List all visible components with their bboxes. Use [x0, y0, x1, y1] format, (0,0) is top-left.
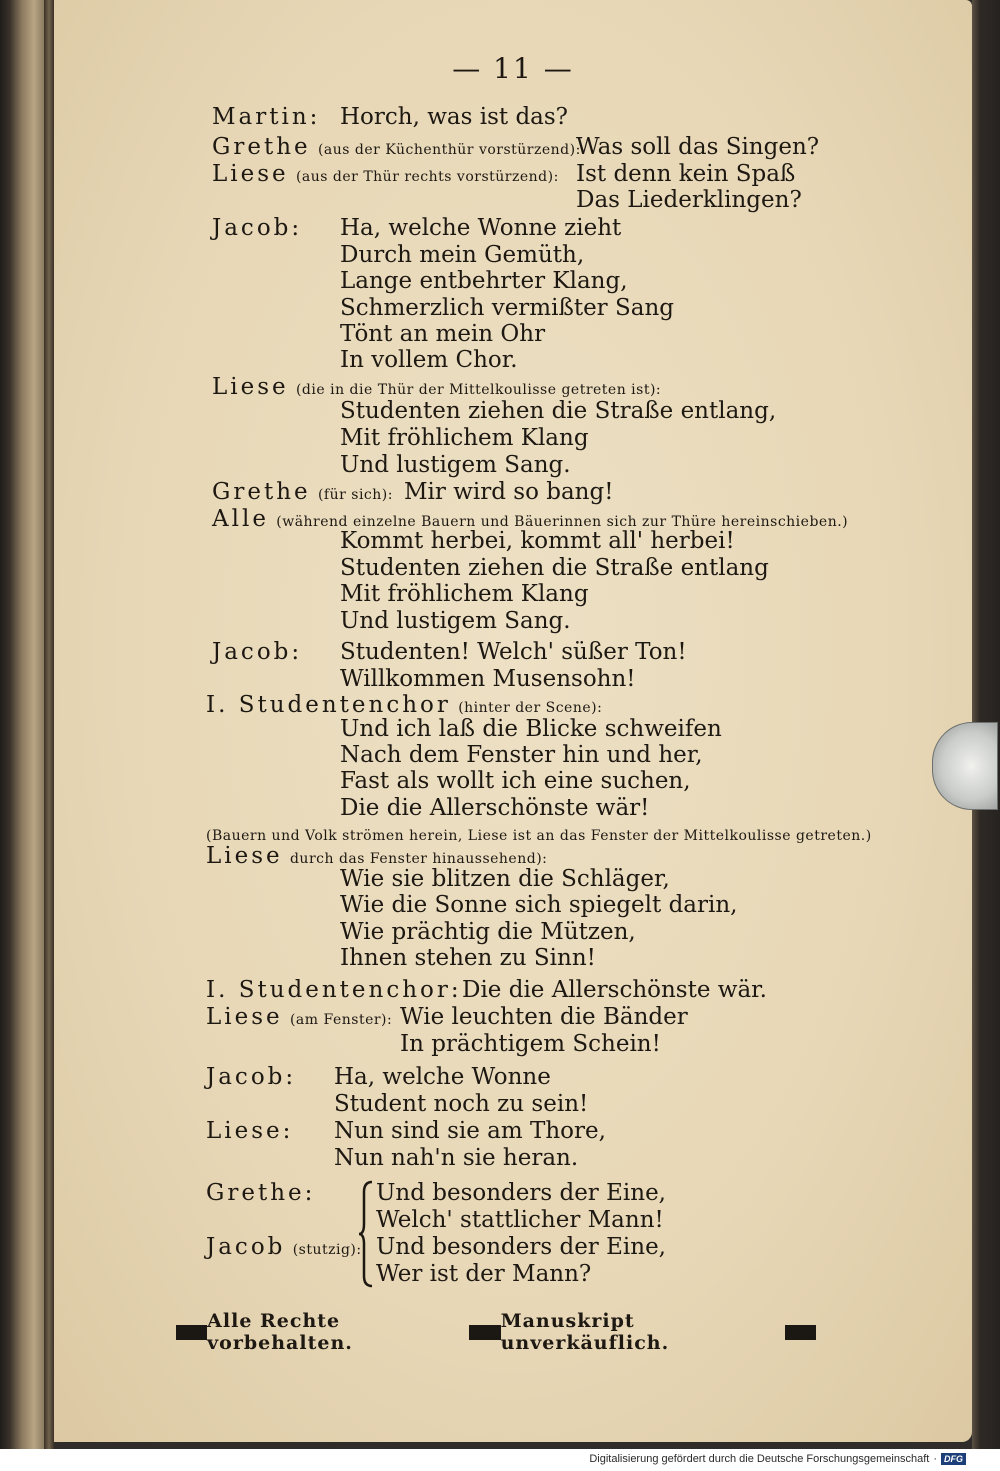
- dialogue-line: [206, 1004, 392, 1033]
- speaker-name: Grethe: [212, 479, 311, 505]
- stage-direction: (Bauern und Volk strömen herein, Liese ist an das Fenster der Mittelkoulisse getreten.): [206, 828, 872, 844]
- dialogue-line: [206, 1118, 293, 1144]
- dialogue-text: Student noch zu sein!: [334, 1091, 589, 1117]
- dialogue-text: Durch mein Gemüth,: [340, 242, 585, 268]
- dialogue-text: Ha, welche Wonne: [334, 1064, 551, 1090]
- dialogue-text: Mit fröhlichem Klang: [340, 425, 589, 451]
- stage-direction: (am Fenster):: [289, 1012, 393, 1028]
- stage-direction: (stutzig):: [292, 1242, 362, 1258]
- speaker-name: I. Studentenchor:: [206, 977, 462, 1003]
- dialogue-text: Kommt herbei, kommt all' herbei!: [340, 528, 735, 554]
- dialogue-text: Studenten ziehen die Straße entlang,: [340, 398, 777, 424]
- dialogue-line: [212, 479, 393, 508]
- stage-direction: (hinter der Scene):: [458, 700, 603, 716]
- speaker-name: Jacob:: [212, 215, 303, 241]
- dialogue-line: [206, 977, 462, 1003]
- black-bar: [176, 1325, 207, 1340]
- speaker-name: Grethe:: [206, 1180, 316, 1206]
- dialogue-text: Wie leuchten die Bänder: [400, 1004, 688, 1030]
- dialogue-text: Wie prächtig die Mützen,: [340, 919, 636, 945]
- stage-direction: (aus der Thür rechts vorstürzend):: [295, 169, 559, 185]
- dialogue-text: Und lustigem Sang.: [340, 452, 571, 478]
- dialogue-text: Horch, was ist das?: [340, 104, 569, 130]
- dialogue-line: [212, 161, 559, 190]
- book-spine: [44, 0, 54, 1449]
- dialogue-text: Was soll das Singen?: [576, 134, 820, 160]
- dialogue-text: Mit fröhlichem Klang: [340, 581, 589, 607]
- dialogue-text: Und besonders der Eine,: [376, 1234, 666, 1260]
- dialogue-text: Lange entbehrter Klang,: [340, 268, 628, 294]
- speaker-name: Jacob:: [212, 639, 303, 665]
- speaker-name: Jacob: [206, 1234, 286, 1260]
- speaker-name: Liese: [212, 161, 289, 187]
- dialogue-text: Und lustigem Sang.: [340, 608, 571, 634]
- stage-direction: (für sich):: [317, 487, 393, 503]
- dialogue-line: [206, 1180, 315, 1206]
- dialogue-text: In prächtigem Schein!: [400, 1031, 661, 1057]
- dialogue-line: [212, 134, 581, 163]
- digitization-credit: Digitalisierung gefördert durch die Deutsche Forschungsgemeinschaft · DFG: [589, 1453, 966, 1465]
- speaker-name: Liese: [212, 374, 289, 400]
- dialogue-line: [212, 215, 302, 241]
- dialogue-text: Nun nah'n sie heran.: [334, 1145, 579, 1171]
- speaker-name: Liese: [206, 1004, 283, 1030]
- speaker-name: Alle: [212, 506, 269, 532]
- stage-direction: (aus der Küchenthür vorstürzend):: [317, 142, 581, 158]
- curly-brace: [358, 1180, 374, 1288]
- dialogue-text: Das Liederklingen?: [576, 187, 802, 213]
- dialogue-text: Ihnen stehen zu Sinn!: [340, 945, 596, 971]
- stage-direction: durch das Fenster hinaussehend):: [289, 851, 548, 867]
- metal-page-clip: [932, 722, 998, 810]
- dialogue-line: [212, 639, 302, 665]
- black-bar: [469, 1325, 500, 1340]
- dialogue-text: Wer ist der Mann?: [376, 1261, 592, 1287]
- dialogue-text: Ist denn kein Spaß: [576, 161, 796, 187]
- book-page: [54, 0, 972, 1442]
- dialogue-text: Nach dem Fenster hin und her,: [340, 742, 703, 768]
- dialogue-text: Fast als wollt ich eine suchen,: [340, 768, 691, 794]
- dialogue-line: [206, 1064, 296, 1090]
- speaker-name: Grethe: [212, 134, 311, 160]
- dialogue-text: Und ich laß die Blicke schweifen: [340, 716, 722, 742]
- dialogue-text: Die die Allerschönste wär.: [462, 977, 767, 1003]
- stage-direction: (während einzelne Bauern und Bäuerinnen sich zur Thüre hereinschieben.): [276, 514, 849, 530]
- stage-direction: (die in die Thür der Mittelkoulisse getreten ist):: [295, 382, 662, 398]
- dialogue-text: Mir wird so bang!: [404, 479, 614, 505]
- dialogue-text: Schmerzlich vermißter Sang: [340, 295, 674, 321]
- speaker-name: Liese:: [206, 1118, 294, 1144]
- rights-footer: [176, 1310, 816, 1354]
- dialogue-text: Welch' stattlicher Mann!: [376, 1207, 664, 1233]
- black-bar: [785, 1325, 816, 1340]
- page-number: — 11 —: [452, 52, 574, 85]
- dialogue-text: Studenten! Welch' süßer Ton!: [340, 639, 687, 665]
- speaker-name: Martin:: [212, 104, 321, 130]
- speaker-name: I. Studentenchor: [206, 692, 451, 718]
- dialogue-text: Und besonders der Eine,: [376, 1180, 666, 1206]
- dialogue-text: Studenten ziehen die Straße entlang: [340, 555, 769, 581]
- dialogue-line: [212, 104, 320, 130]
- dialogue-text: Wie sie blitzen die Schläger,: [340, 866, 670, 892]
- speaker-name: Liese: [206, 843, 283, 869]
- dialogue-text: Willkommen Musensohn!: [340, 666, 636, 692]
- manuscript-text: Manuskript unverkäuflich.: [500, 1310, 670, 1354]
- dialogue-text: Nun sind sie am Thore,: [334, 1118, 606, 1144]
- dialogue-text: Die die Allerschönste wär!: [340, 795, 650, 821]
- dfg-logo: DFG: [941, 1453, 966, 1465]
- dialogue-text: Ha, welche Wonne zieht: [340, 215, 622, 241]
- dialogue-text: Tönt an mein Ohr: [340, 321, 546, 347]
- rights-text: Alle Rechte vorbehalten.: [207, 1310, 353, 1354]
- dialogue-text: In vollem Chor.: [340, 347, 518, 373]
- dialogue-text: Wie die Sonne sich spiegelt darin,: [340, 892, 738, 918]
- dialogue-line: [206, 1234, 362, 1263]
- credit-text: Digitalisierung gefördert durch die Deutsche Forschungsgemeinschaft: [589, 1453, 930, 1465]
- speaker-name: Jacob:: [206, 1064, 297, 1090]
